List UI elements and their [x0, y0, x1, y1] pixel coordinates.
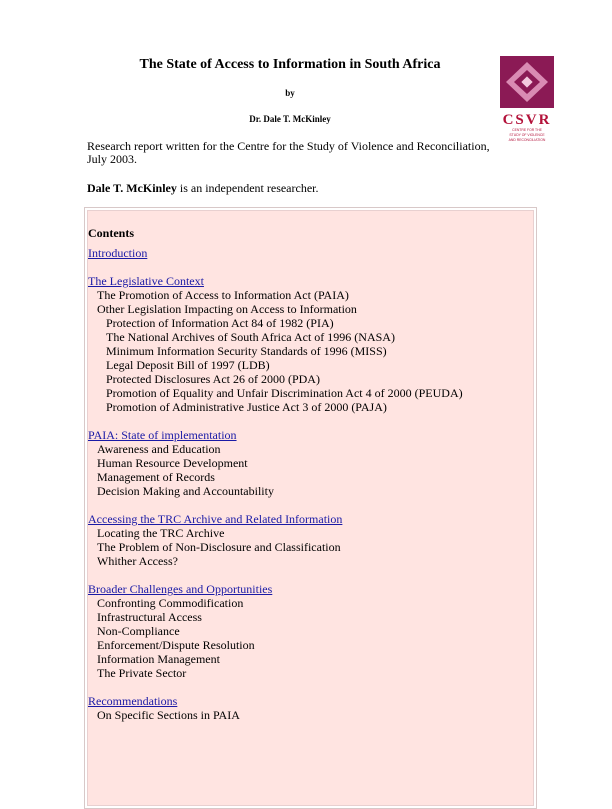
toc-item: Infrastructural Access: [97, 610, 202, 624]
logo-subline-1: CENTRE FOR THE: [512, 128, 542, 132]
toc-section-link[interactable]: Broader Challenges and Opportunities: [88, 582, 273, 596]
toc-section: [88, 512, 528, 526]
toc-item: The Problem of Non-Disclosure and Classification: [97, 540, 341, 554]
toc-section-link[interactable]: The Legislative Context: [88, 274, 204, 288]
table-of-contents: [88, 226, 528, 722]
section-spacer: [88, 498, 528, 512]
researcher-name: Dale T. McKinley: [87, 181, 177, 195]
toc-section-link[interactable]: PAIA: State of implementation: [88, 428, 237, 442]
toc-item: Protected Disclosures Act 26 of 2000 (PDA): [106, 372, 320, 386]
toc-item: Information Management: [97, 652, 220, 666]
toc-item: Enforcement/Dispute Resolution: [97, 638, 255, 652]
toc-section: [88, 582, 528, 596]
logo-subline-2: STUDY OF VIOLENCE: [509, 133, 545, 137]
researcher-description: is an independent researcher.: [176, 181, 319, 195]
byline: by: [285, 88, 295, 98]
csvr-logo: [496, 56, 558, 146]
toc-item: The Promotion of Access to Information Act (PAIA): [97, 288, 349, 302]
toc-section-link[interactable]: Recommendations: [88, 694, 178, 708]
logo-letters: CSVR: [502, 112, 552, 128]
document-title: The State of Access to Information in South Africa: [139, 57, 441, 72]
toc-item: Promotion of Administrative Justice Act 3 of 2000 (PAJA): [106, 400, 387, 414]
toc-section-link[interactable]: Introduction: [88, 246, 148, 260]
toc-item: The Private Sector: [97, 666, 187, 680]
toc-item: Minimum Information Security Standards of 1996 (MISS): [106, 344, 387, 358]
toc-section: [88, 694, 528, 708]
toc-item: Non-Compliance: [97, 624, 180, 638]
toc-item: Protection of Information Act 84 of 1982 (PIA): [106, 316, 334, 330]
toc-item: Decision Making and Accountability: [97, 484, 274, 498]
author-name: Dr. Dale T. McKinley: [249, 114, 331, 124]
toc-section: [88, 428, 528, 442]
toc-section: [88, 274, 528, 288]
toc-section: [88, 246, 528, 260]
toc-item: Human Resource Development: [97, 456, 248, 470]
section-spacer: [88, 414, 528, 428]
toc-item: Legal Deposit Bill of 1997 (LDB): [106, 358, 270, 372]
logo-subline-3: AND RECONCILIATION: [508, 138, 546, 142]
toc-item: Confronting Commodification: [97, 596, 244, 610]
intro-paragraph: Research report written for the Centre for the Study of Violence and Reconciliation, July 2003.: [87, 139, 490, 166]
toc-item: Other Legislation Impacting on Access to Information: [97, 302, 357, 316]
toc-item: On Specific Sections in PAIA: [97, 708, 240, 722]
section-spacer: [88, 260, 528, 274]
researcher-paragraph: [87, 181, 319, 196]
section-spacer: [88, 568, 528, 582]
toc-item: Promotion of Equality and Unfair Discrimination Act 4 of 2000 (PEUDA): [106, 386, 463, 400]
toc-item: Whither Access?: [97, 554, 178, 568]
toc-item: Management of Records: [97, 470, 215, 484]
section-spacer: [88, 680, 528, 694]
toc-item: The National Archives of South Africa Act of 1996 (NASA): [106, 330, 395, 344]
toc-item: Locating the TRC Archive: [97, 526, 225, 540]
contents-heading: Contents: [88, 226, 135, 240]
toc-section-link[interactable]: Accessing the TRC Archive and Related Information: [88, 512, 343, 526]
toc-item: Awareness and Education: [97, 442, 221, 456]
